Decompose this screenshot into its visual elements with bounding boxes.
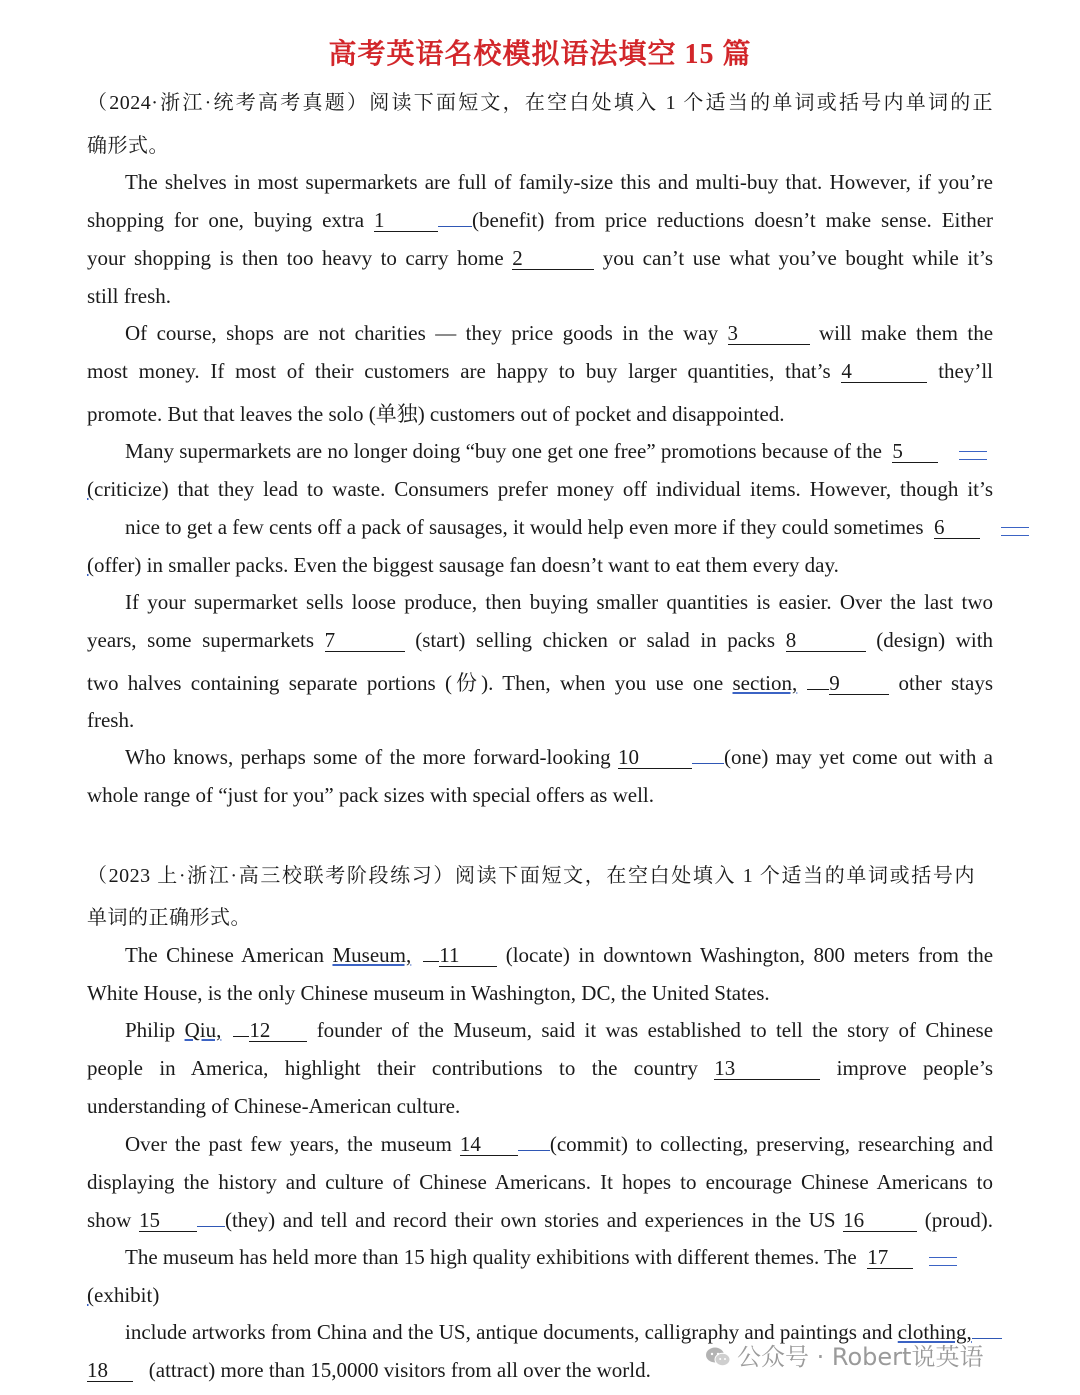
blank-3[interactable]: 3 bbox=[728, 323, 810, 345]
watermark bbox=[705, 1337, 1055, 1373]
passage2-p4-line1: The museum has held more than 15 high quality exhibitions with different themes. The 17 bbox=[125, 1245, 1045, 1270]
passage1-p1-line2: shopping for one, buying extra 1 (benefit) from price reductions doesn’t make sense. Either bbox=[87, 208, 994, 232]
passage2-p2-line3: understanding of Chinese-American culture. bbox=[87, 1094, 461, 1118]
passage2-p3-line2: displaying the history and culture of Chinese Americans. It hopes to encourage Chinese Americans to bbox=[87, 1170, 993, 1194]
blank-11[interactable]: 11 bbox=[439, 945, 497, 967]
blank-10[interactable]: 10 bbox=[618, 747, 692, 769]
passage1-p3-line2: (criticize) that they lead to waste. Consumers prefer money off individual items. However, though it’s bbox=[87, 477, 993, 501]
passage1-p1-line1: The shelves in most supermarkets are full of family-size this and multi-buy that. However, if you’re bbox=[125, 170, 993, 194]
blank-18[interactable]: 18 bbox=[87, 1360, 133, 1382]
blank-2[interactable]: 2 bbox=[512, 248, 594, 270]
passage1-p5-line2: whole range of “just for you” pack sizes with special offers as well. bbox=[87, 783, 655, 807]
passage2-p2-line2: people in America, highlight their contributions to the country 13 improve people’s bbox=[87, 1056, 994, 1080]
revision-mark bbox=[959, 451, 987, 460]
passage2-p1-line2: White House, is the only Chinese museum in Washington, DC, the United States. bbox=[87, 981, 770, 1005]
blank-6[interactable]: 6 bbox=[934, 517, 980, 539]
passage1-p2-line1: Of course, shops are not charities — they price goods in the way 3 will make them the bbox=[125, 321, 994, 345]
passage1-intro-line2: 确形式。 bbox=[87, 135, 169, 157]
passage1-intro-line1: （2024·浙江·统考高考真题）阅读下面短文，在空白处填入 1 个适当的单词或括号内单词的正 bbox=[87, 92, 993, 114]
passage2-p4-line2: (exhibit) bbox=[87, 1283, 160, 1307]
blank-7[interactable]: 7 bbox=[325, 630, 405, 652]
blank-12[interactable]: 12 bbox=[249, 1020, 307, 1042]
blank-5[interactable]: 5 bbox=[892, 441, 938, 463]
passage1-p4-line4: fresh. bbox=[87, 708, 135, 732]
passage1-p1-line4: still fresh. bbox=[87, 284, 171, 308]
passage2-intro-line1: （2023 上·浙江·高三校联考阶段练习）阅读下面短文，在空白处填入 1 个适当的单词或括号内 bbox=[87, 865, 975, 887]
passage1-p5-line1: Who knows, perhaps some of the more forward-looking 10 (one) may yet come out with a bbox=[125, 745, 994, 769]
blank-1[interactable]: 1 bbox=[374, 210, 438, 232]
blank-15[interactable]: 15 bbox=[139, 1210, 197, 1232]
passage1-p3-line3: nice to get a few cents off a pack of sausages, it would help even more if they could sometimes 6 bbox=[125, 515, 1045, 540]
watermark-text: 公众号 · Robert说英语 bbox=[737, 1343, 984, 1371]
passage2-p1-line1: The Chinese American Museum, 11 (locate) in downtown Washington, 800 meters from the bbox=[125, 943, 994, 967]
blank-17[interactable]: 17 bbox=[867, 1247, 913, 1269]
passage1-p2-line3: promote. But that leaves the solo (单独) customers out of pocket and disappointed. bbox=[87, 402, 785, 426]
passage1-p4-line2: years, some supermarkets 7 (start) selling chicken or salad in packs 8 (design) with bbox=[87, 628, 994, 652]
passage2-p2-line1: Philip Qiu, 12 founder of the Museum, said it was established to tell the story of Chinese bbox=[125, 1018, 994, 1042]
passage1-p3-line1: Many supermarkets are no longer doing “buy one get one free” promotions because of the 5 bbox=[125, 439, 1045, 464]
passage1-p4-line3: two halves containing separate portions (份). Then, when you use one section, 9 other stays bbox=[87, 671, 994, 695]
passage2-intro-line2: 单词的正确形式。 bbox=[87, 907, 251, 929]
passage2-p5-line2: 18 (attract) more than 15,0000 visitors from all over the world. bbox=[87, 1358, 651, 1382]
wechat-icon bbox=[705, 1346, 731, 1368]
blank-9[interactable]: 9 bbox=[829, 673, 889, 695]
revision-mark bbox=[1001, 527, 1029, 536]
revision-mark bbox=[929, 1257, 957, 1266]
passage1-p4-line1: If your supermarket sells loose produce, then buying smaller quantities is easier. Over the last two bbox=[125, 590, 993, 614]
passage1-p3-line4: (offer) in smaller packs. Even the biggest sausage fan doesn’t want to eat them every day. bbox=[87, 553, 839, 577]
page-title: 高考英语名校模拟语法填空 15 篇 bbox=[328, 39, 752, 70]
passage2-p3-line3: show 15 (they) and tell and record their own stories and experiences in the US 16 (proud). bbox=[87, 1208, 994, 1232]
passage2-p3-line1: Over the past few years, the museum 14 (commit) to collecting, preserving, researching and bbox=[125, 1132, 994, 1156]
passage2-p5-line1: include artworks from China and the US, antique documents, calligraphy and paintings and clothing, bbox=[125, 1320, 1025, 1345]
blank-16[interactable]: 16 bbox=[843, 1210, 917, 1232]
blank-13[interactable]: 13 bbox=[714, 1058, 820, 1080]
blank-4[interactable]: 4 bbox=[841, 361, 927, 383]
passage1-p1-line3: your shopping is then too heavy to carry home 2 you can’t use what you’ve bought while it’s bbox=[87, 246, 994, 270]
blank-14[interactable]: 14 bbox=[460, 1134, 518, 1156]
blank-8[interactable]: 8 bbox=[786, 630, 866, 652]
passage1-p2-line2: most money. If most of their customers are happy to buy larger quantities, that’s 4 they’ll bbox=[87, 359, 994, 383]
